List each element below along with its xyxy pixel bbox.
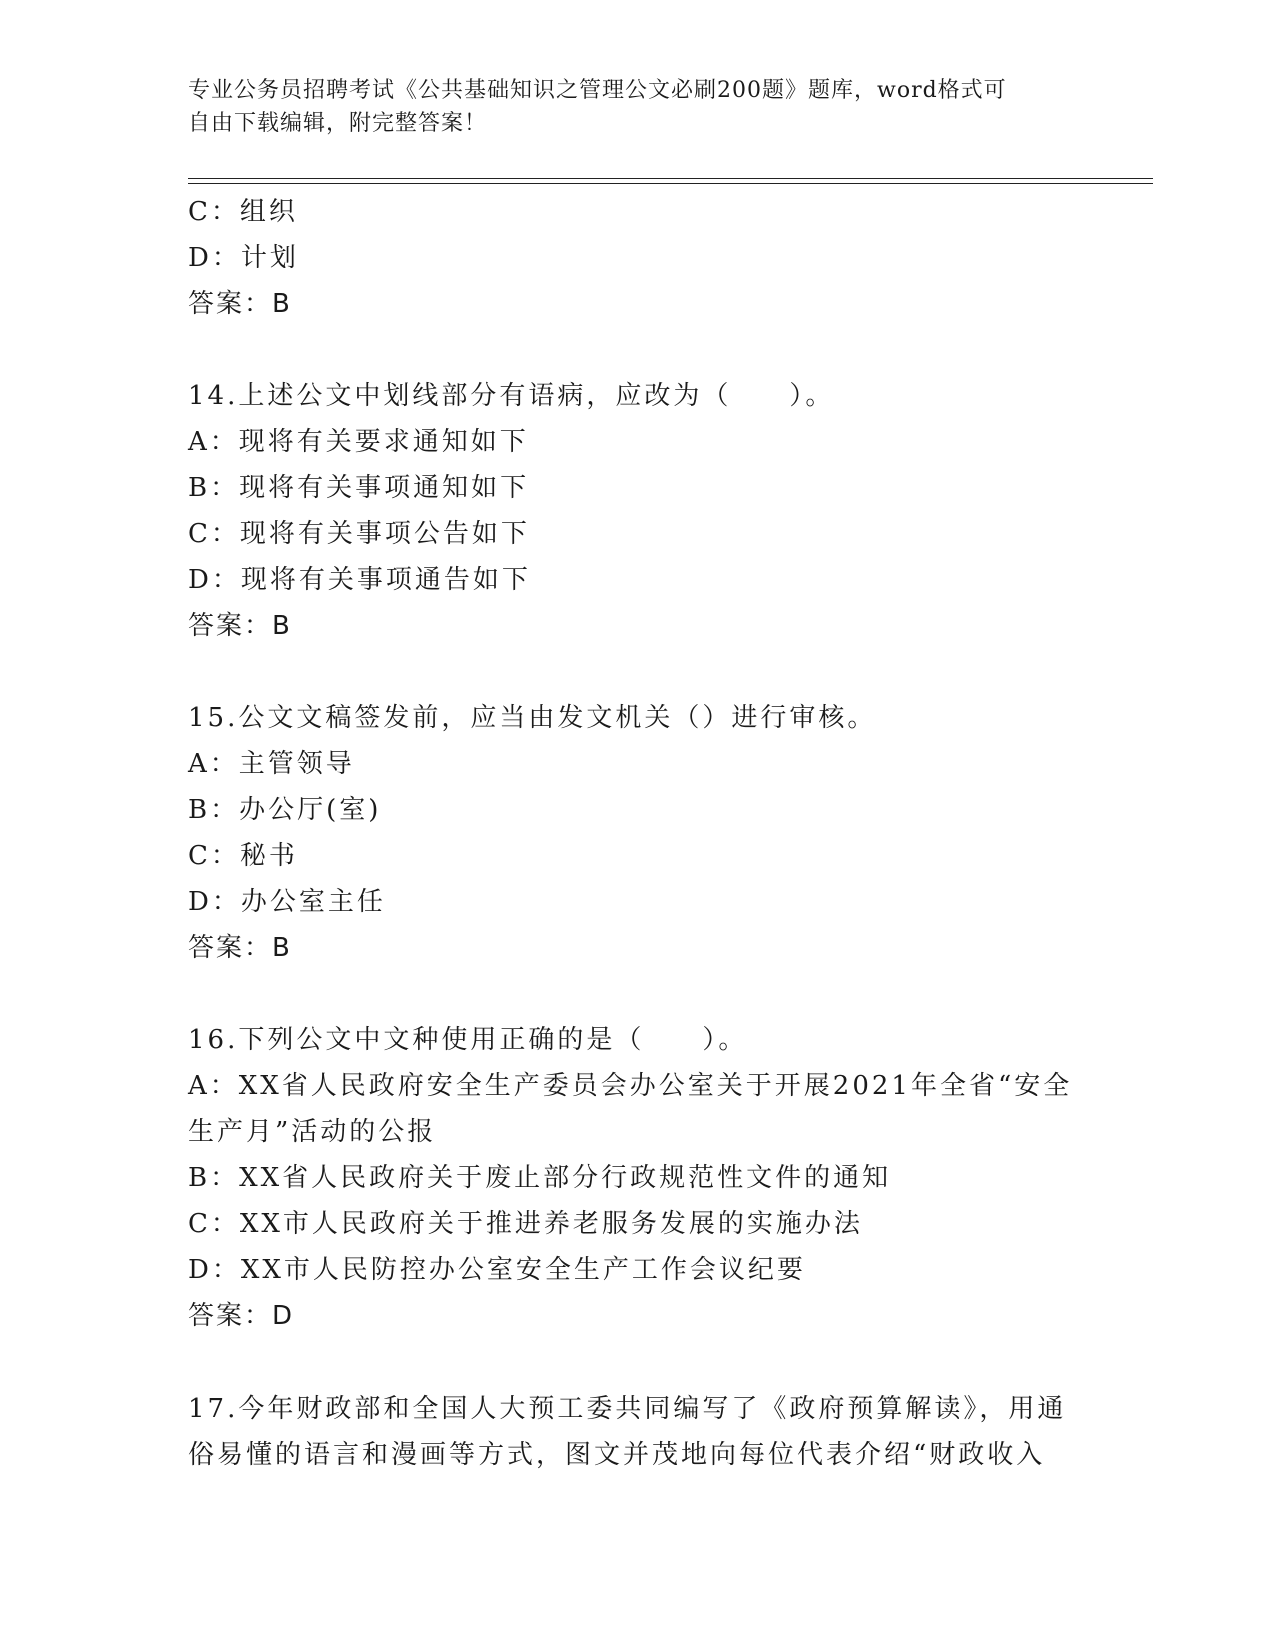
option-d: D：计划 — [188, 243, 299, 273]
option-b: B：XX省人民政府关于废止部分行政规范性文件的通知 — [188, 1163, 892, 1193]
question-stem-15: 15.公文文稿签发前，应当由发文机关（）进行审核。 — [188, 703, 877, 733]
option-d: D：现将有关事项通告如下 — [188, 565, 531, 595]
question-stem-16: 16.下列公文中文种使用正确的是（ ）。 — [188, 1025, 748, 1055]
header-line-1: 专业公务员招聘考试《公共基础知识之管理公文必刷200题》题库，word格式可 — [188, 78, 1007, 103]
header-rule-top — [188, 178, 1153, 179]
answer: 答案：D — [188, 1301, 295, 1331]
question-body — [188, 189, 1088, 1477]
answer: 答案：B — [188, 611, 292, 641]
question-stem-17-line-2: 俗易懂的语言和漫画等方式，图文并茂地向每位代表介绍“财政收入 — [188, 1440, 1046, 1470]
option-c: C：XX市人民政府关于推进养老服务发展的实施办法 — [188, 1209, 863, 1239]
answer: 答案：B — [188, 289, 292, 319]
option-a: A：主管领导 — [188, 749, 355, 779]
header-rule-bottom — [188, 183, 1153, 184]
question-stem-17-line-1: 17.今年财政部和全国人大预工委共同编写了《政府预算解读》，用通 — [188, 1394, 1067, 1424]
option-c: C：秘书 — [188, 841, 298, 871]
answer: 答案：B — [188, 933, 292, 963]
option-a-line-2: 生产月”活动的公报 — [188, 1117, 437, 1147]
question-stem-14: 14.上述公文中划线部分有语病，应改为（ ）。 — [188, 381, 835, 411]
option-d: D：XX市人民防控办公室安全生产工作会议纪要 — [188, 1255, 806, 1285]
document-header — [188, 74, 1068, 140]
option-c: C：组织 — [188, 197, 298, 227]
option-c: C：现将有关事项公告如下 — [188, 519, 530, 549]
header-line-2: 自由下载编辑，附完整答案！ — [188, 111, 488, 136]
option-b: B：现将有关事项通知如下 — [188, 473, 530, 503]
option-b: B：办公厅(室) — [188, 795, 382, 825]
option-d: D：办公室主任 — [188, 887, 386, 917]
option-a: A：现将有关要求通知如下 — [188, 427, 529, 457]
option-a-line-1: A：XX省人民政府安全生产委员会办公室关于开展2021年全省“安全 — [188, 1071, 1073, 1101]
